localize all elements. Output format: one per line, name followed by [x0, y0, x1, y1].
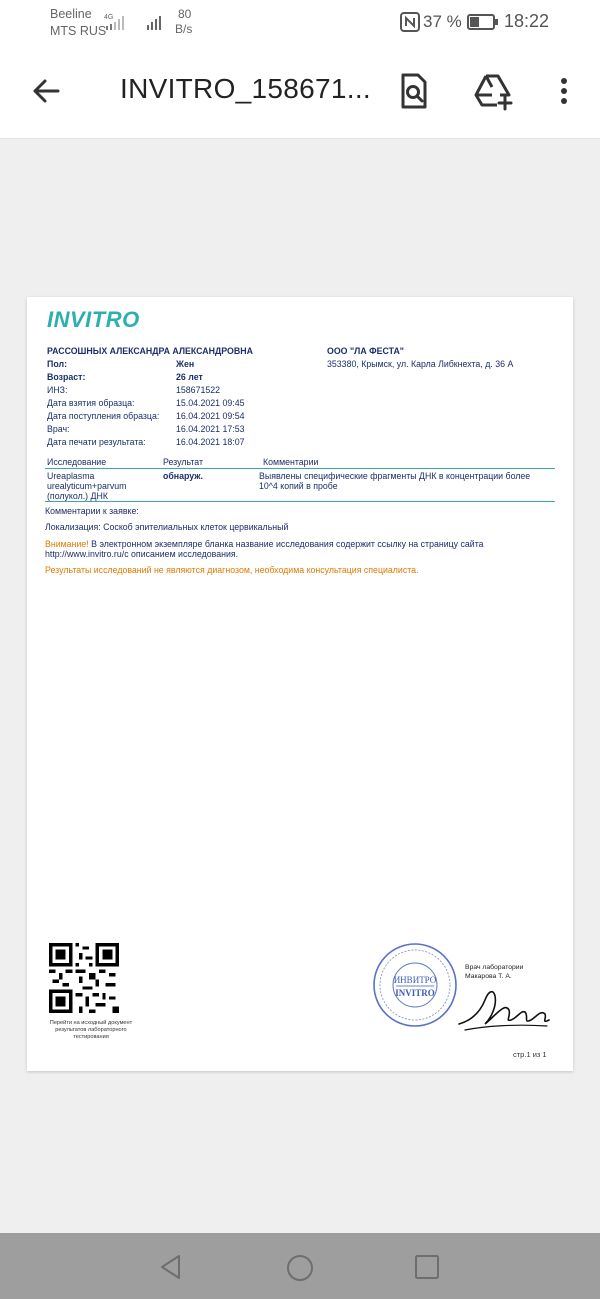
stamp-text: ИНВИТРО	[393, 975, 437, 985]
doctor-signature-block	[465, 963, 523, 981]
net-speed-value: 80	[178, 7, 192, 21]
value-sex: Жен	[176, 359, 195, 369]
label-sex: Пол:	[47, 359, 67, 369]
qr-caption: Перейти на исходный документ результатов лабораторного тестирования	[49, 1020, 133, 1040]
value-sample-date: 15.04.2021 09:45	[176, 398, 245, 408]
attention-text: В электронном экземпляре бланка название исследования содержит ссылку на страницу сайта	[88, 539, 484, 549]
add-to-drive-icon[interactable]	[472, 71, 514, 111]
net-speed-unit: B/s	[175, 22, 193, 36]
test-name-line: (полукол.) ДНК	[47, 491, 108, 501]
value-receipt-date: 16.04.2021 09:54	[176, 411, 245, 421]
document-page	[27, 297, 573, 1071]
net-speed	[175, 7, 192, 37]
table-header-rule	[45, 468, 555, 469]
patient-name: РАССОШНЫХ АЛЕКСАНДРА АЛЕКСАНДРОВНА	[47, 346, 253, 356]
test-name[interactable]	[47, 471, 126, 501]
header-test: Исследование	[47, 457, 107, 467]
header-result: Результат	[163, 457, 204, 467]
value-inz: 158671522	[176, 385, 221, 395]
label-sample-date: Дата взятия образца:	[47, 398, 135, 408]
test-result: обнаруж.	[163, 471, 203, 481]
nfc-icon	[400, 12, 420, 32]
header-comment: Комментарии	[263, 457, 319, 467]
qr-code[interactable]	[49, 943, 119, 1013]
nav-home-icon[interactable]	[284, 1252, 316, 1284]
clock: 18:22	[504, 11, 550, 31]
signal-1-icon	[104, 12, 132, 32]
document-title: INVITRO_158671...	[120, 73, 372, 104]
network-type: 4G	[104, 14, 114, 21]
handwritten-signature	[455, 980, 555, 1038]
org-address: 353380, Крымск, ул. Карла Либкнехта, д. 36 А	[327, 359, 514, 369]
value-doctor: 16.04.2021 17:53	[176, 424, 245, 434]
lab-stamp	[372, 942, 458, 1028]
battery-percent: 37 %	[423, 12, 462, 31]
carrier-2: MTS RUS	[50, 24, 107, 38]
comment-line: 10^4 копий в пробе	[259, 481, 338, 491]
value-print-date: 16.04.2021 18:07	[176, 437, 245, 447]
battery-icon	[467, 14, 499, 30]
disclaimer: Результаты исследований не являются диагнозом, необходима консультация специалиста.	[45, 565, 419, 575]
stamp-text: INVITRO	[395, 988, 435, 998]
test-comment	[259, 471, 530, 491]
test-name-line: urealyticum+parvum	[47, 481, 127, 491]
order-comments: Комментарии к заявке:	[45, 506, 139, 516]
app-bar	[0, 44, 600, 139]
invitro-logo: INVITRO	[47, 307, 140, 332]
label-doctor: Врач:	[47, 424, 70, 434]
carrier-1: Beeline	[50, 7, 92, 21]
value-age: 26 лет	[176, 372, 203, 382]
back-arrow-icon[interactable]	[28, 73, 64, 109]
find-in-document-icon[interactable]	[394, 71, 434, 111]
status-bar	[0, 0, 600, 44]
attention-link[interactable]: http://www.invitro.ru/с описанием исследования.	[45, 549, 239, 559]
localization: Локализация: Соскоб эпителиальных клеток цервикальный	[45, 522, 289, 532]
page-number: стр.1 из 1	[513, 1050, 547, 1059]
signal-2-icon	[146, 12, 168, 32]
attention-note	[45, 539, 484, 559]
table-row-rule	[45, 501, 555, 502]
label-age: Возраст:	[47, 372, 86, 382]
nav-back-icon[interactable]	[156, 1252, 186, 1282]
system-navigation-bar	[0, 1233, 600, 1299]
doctor-title: Врач лаборатории	[465, 964, 524, 971]
attention-word: Внимание!	[45, 539, 89, 549]
carrier-info	[50, 6, 106, 40]
doctor-name: Макарова Т. А.	[465, 973, 512, 980]
more-vert-icon[interactable]	[552, 73, 576, 109]
org-name: ООО "ЛА ФЕСТА"	[327, 346, 404, 356]
label-inz: ИНЗ:	[47, 385, 68, 395]
label-receipt-date: Дата поступления образца:	[47, 411, 160, 421]
label-print-date: Дата печати результата:	[47, 437, 146, 447]
test-name-line: Ureaplasma	[47, 471, 95, 481]
nav-recents-icon[interactable]	[412, 1252, 442, 1282]
comment-line: Выявлены специфические фрагменты ДНК в концентрации более	[259, 471, 531, 481]
